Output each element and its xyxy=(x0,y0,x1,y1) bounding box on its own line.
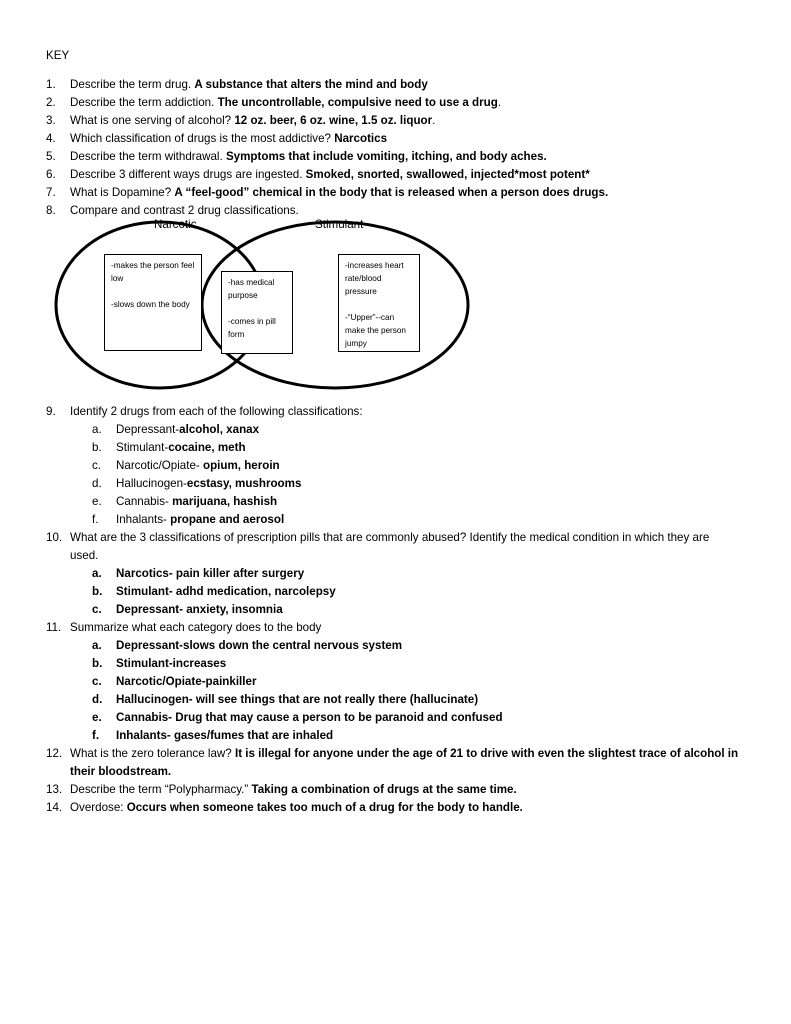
answer-text: Stimulant- adhd medication, narcolepsy xyxy=(116,585,336,598)
answer-text: Cannabis- Drug that may cause a person to be paranoid and confused xyxy=(116,711,503,724)
question-text: Describe 3 different ways drugs are ingested. xyxy=(70,168,306,181)
sub-item xyxy=(46,421,746,439)
sub-letter: f. xyxy=(92,513,99,526)
answer-text: propane and aerosol xyxy=(170,513,285,526)
answer-text: Narcotics- pain killer after surgery xyxy=(116,567,305,580)
question-text: Overdose: xyxy=(70,801,127,814)
question-text: Identify 2 drugs from each of the following classifications: xyxy=(70,405,363,418)
sub-letter: d. xyxy=(92,693,103,706)
sub-item xyxy=(46,655,746,673)
question-text: Summarize what each category does to the body xyxy=(70,621,322,634)
answer-text: Depressant- anxiety, insomnia xyxy=(116,603,283,616)
answer-text: Occurs when someone takes too much of a drug for the body to handle. xyxy=(126,801,523,814)
sub-text: Narcotic/Opiate- xyxy=(116,459,203,472)
sub-letter: c. xyxy=(92,603,102,616)
question-11 xyxy=(46,619,746,637)
sub-letter: c. xyxy=(92,675,102,688)
sub-item xyxy=(46,457,746,475)
narcotic-label: Narcotic xyxy=(154,218,197,231)
sub-item xyxy=(46,475,746,493)
question-8 xyxy=(46,202,746,220)
question-number: 5. xyxy=(46,150,56,163)
venn-note: -has medical purpose xyxy=(228,278,275,300)
question-number: 13. xyxy=(46,783,63,796)
question-number: 3. xyxy=(46,114,56,127)
sub-letter: b. xyxy=(92,657,103,670)
question-text: Describe the term withdrawal. xyxy=(70,150,226,163)
question-1 xyxy=(46,76,746,94)
answer-text: cocaine, meth xyxy=(168,441,246,454)
answer-text: Smoked, snorted, swallowed, injected*most potent* xyxy=(305,168,590,181)
sub-letter: d. xyxy=(92,477,102,490)
question-9 xyxy=(46,403,746,421)
question-text: What is Dopamine? xyxy=(70,186,175,199)
answer-text: Depressant-slows down the central nervous system xyxy=(116,639,403,652)
sub-item xyxy=(46,583,746,601)
question-number: 6. xyxy=(46,168,56,181)
question-text: Describe the term addiction. xyxy=(70,96,218,109)
question-3 xyxy=(46,112,746,130)
answer-text: Narcotics xyxy=(334,132,388,145)
question-text-cont: used. xyxy=(70,549,99,562)
question-number: 10. xyxy=(46,531,63,544)
answer-text: A substance that alters the mind and body xyxy=(194,78,428,91)
question-text: What is one serving of alcohol? xyxy=(70,114,235,127)
answer-text: Stimulant-increases xyxy=(116,657,227,670)
venn-note: -increases heart rate/blood pressure xyxy=(345,261,404,296)
question-text: Describe the term “Polypharmacy.” xyxy=(70,783,252,796)
sub-letter: b. xyxy=(92,441,102,454)
question-number: 2. xyxy=(46,96,56,109)
question-number: 1. xyxy=(46,78,56,91)
question-10 xyxy=(46,529,746,565)
question-number: 9. xyxy=(46,405,56,418)
narcotic-box xyxy=(104,254,202,351)
sub-text: Stimulant- xyxy=(116,441,169,454)
question-number: 11. xyxy=(46,621,62,634)
sub-letter: e. xyxy=(92,495,102,508)
question-number: 4. xyxy=(46,132,56,145)
punctuation: . xyxy=(432,114,436,127)
stimulant-label: Stimulant xyxy=(315,218,364,231)
answer-text: ecstasy, mushrooms xyxy=(186,477,302,490)
shared-box xyxy=(221,271,293,354)
sub-letter: f. xyxy=(92,729,100,742)
sub-text: Cannabis- xyxy=(116,495,173,508)
stimulant-box xyxy=(338,254,420,352)
answer-text-cont: their bloodstream. xyxy=(70,765,172,778)
question-6 xyxy=(46,166,746,184)
sub-item xyxy=(46,439,746,457)
question-text: Describe the term drug. xyxy=(70,78,195,91)
sub-letter: b. xyxy=(92,585,103,598)
sub-text: Depressant- xyxy=(116,423,180,436)
sub-text: Hallucinogen- xyxy=(116,477,187,490)
answer-text: Symptoms that include vomiting, itching, and body aches. xyxy=(225,150,547,163)
question-number: 7. xyxy=(46,186,56,199)
question-number: 12. xyxy=(46,747,63,760)
sub-item xyxy=(46,709,746,727)
answer-text: Narcotic/Opiate-painkiller xyxy=(116,675,257,688)
sub-item xyxy=(46,637,746,655)
question-text: What is the zero tolerance law? xyxy=(70,747,235,760)
question-list xyxy=(46,76,746,817)
answer-text: marijuana, hashish xyxy=(172,495,278,508)
venn-note: -makes the person feel low xyxy=(111,261,195,283)
answer-text: Taking a combination of drugs at the same time. xyxy=(251,783,517,796)
answer-text: It is illegal for anyone under the age of 21 to drive with even the slightest trace of alcohol in xyxy=(234,747,739,760)
punctuation: . xyxy=(497,96,502,109)
question-number: 14. xyxy=(46,801,63,814)
sub-item xyxy=(46,673,746,691)
question-12 xyxy=(46,745,746,781)
sub-letter: c. xyxy=(92,459,102,472)
question-5 xyxy=(46,148,746,166)
venn-note: -slows down the body xyxy=(111,300,190,309)
sub-letter: a. xyxy=(92,567,102,580)
question-13 xyxy=(46,781,746,799)
sub-item xyxy=(46,493,746,511)
sub-item xyxy=(46,691,746,709)
question-14 xyxy=(46,799,746,817)
sub-letter: a. xyxy=(92,639,102,652)
sub-item xyxy=(46,511,746,529)
answer-text: alcohol, xanax xyxy=(179,423,260,436)
answer-text: A “feel-good” chemical in the body that is released when a person does drugs. xyxy=(174,186,609,199)
question-number: 8. xyxy=(46,204,56,217)
answer-text: The uncontrollable, compulsive need to use a drug xyxy=(217,96,498,109)
venn-note: -“Upper”--can make the person jumpy xyxy=(345,313,406,348)
question-text: Which classification of drugs is the most addictive? xyxy=(70,132,335,145)
answer-text: Inhalants- gases/fumes that are inhaled xyxy=(116,729,334,742)
sub-item xyxy=(46,601,746,619)
question-4 xyxy=(46,130,746,148)
sub-text: Inhalants- xyxy=(116,513,171,526)
question-text: What are the 3 classifications of prescription pills that are commonly abused? Identify the medical condition in which they are xyxy=(70,531,710,544)
sub-item xyxy=(46,565,746,583)
venn-note: -comes in pill form xyxy=(228,317,276,339)
question-text: Compare and contrast 2 drug classifications. xyxy=(70,204,299,217)
venn-diagram xyxy=(0,220,520,403)
sub-letter: e. xyxy=(92,711,102,724)
question-7 xyxy=(46,184,746,202)
sub-letter: a. xyxy=(92,423,102,436)
answer-text: 12 oz. beer, 6 oz. wine, 1.5 oz. liquor xyxy=(234,114,433,127)
page-header: KEY xyxy=(46,49,70,62)
answer-text: Hallucinogen- will see things that are not really there (hallucinate) xyxy=(116,693,479,706)
answer-text: opium, heroin xyxy=(202,459,280,472)
sub-item xyxy=(46,727,746,745)
question-2 xyxy=(46,94,746,112)
